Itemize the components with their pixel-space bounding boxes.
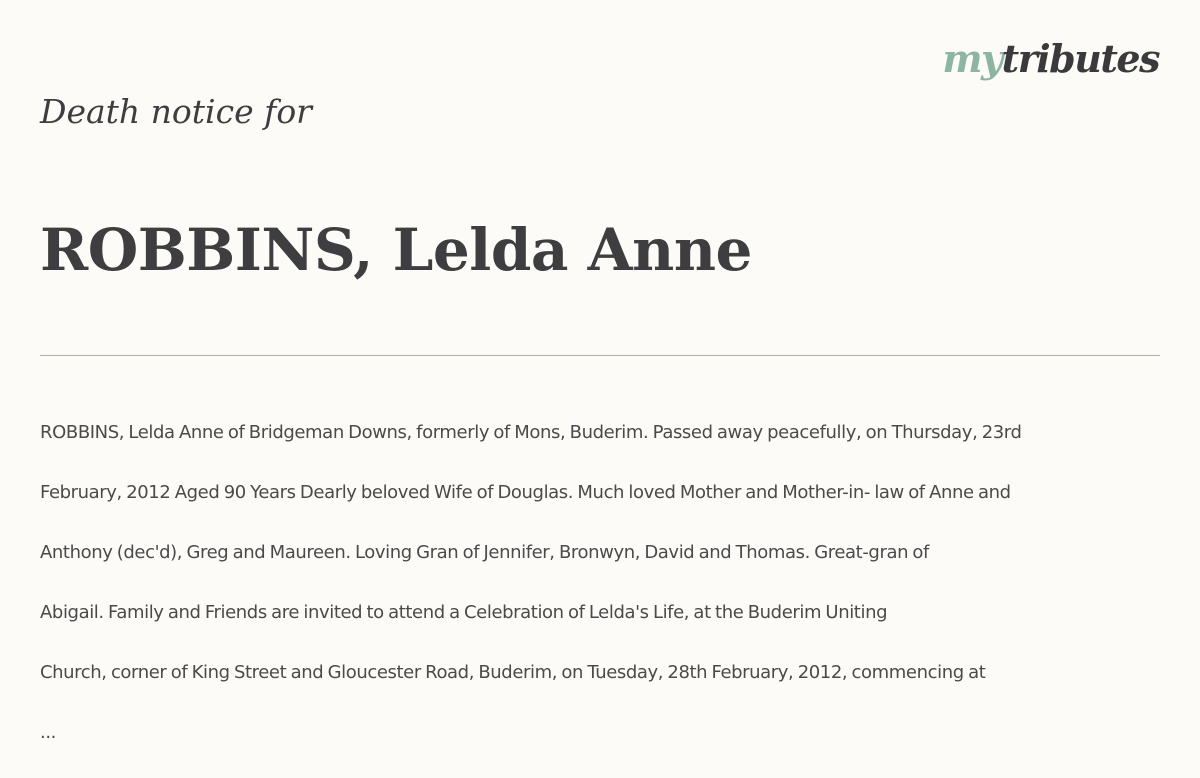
logo-my-text: my (942, 36, 1002, 81)
notice-subtitle: Death notice for (40, 92, 312, 131)
notice-line-5: Church, corner of King Street and Gloucester Road, Buderim, on Tuesday, 28th February, 2012, commencing at (40, 662, 986, 683)
notice-line-2: February, 2012 Aged 90 Years Dearly beloved Wife of Douglas. Much loved Mother and Mother-in- law of Anne and (40, 482, 1011, 503)
notice-line-1: ROBBINS, Lelda Anne of Bridgeman Downs, formerly of Mons, Buderim. Passed away peacefully, on Thursday, 23rd (40, 422, 1022, 443)
deceased-name: ROBBINS, Lelda Anne (40, 216, 752, 284)
notice-line-4: Abigail. Family and Friends are invited to attend a Celebration of Lelda's Life, at the Buderim Uniting (40, 602, 888, 623)
section-divider (40, 355, 1160, 356)
notice-ellipsis: ... (40, 722, 56, 743)
logo-tributes-text: tributes (1001, 36, 1159, 81)
notice-line-3: Anthony (dec'd), Greg and Maureen. Loving Gran of Jennifer, Bronwyn, David and Thomas. Great-gran of (40, 542, 929, 563)
notice-body (40, 388, 1180, 778)
mytributes-logo[interactable] (942, 34, 1159, 84)
